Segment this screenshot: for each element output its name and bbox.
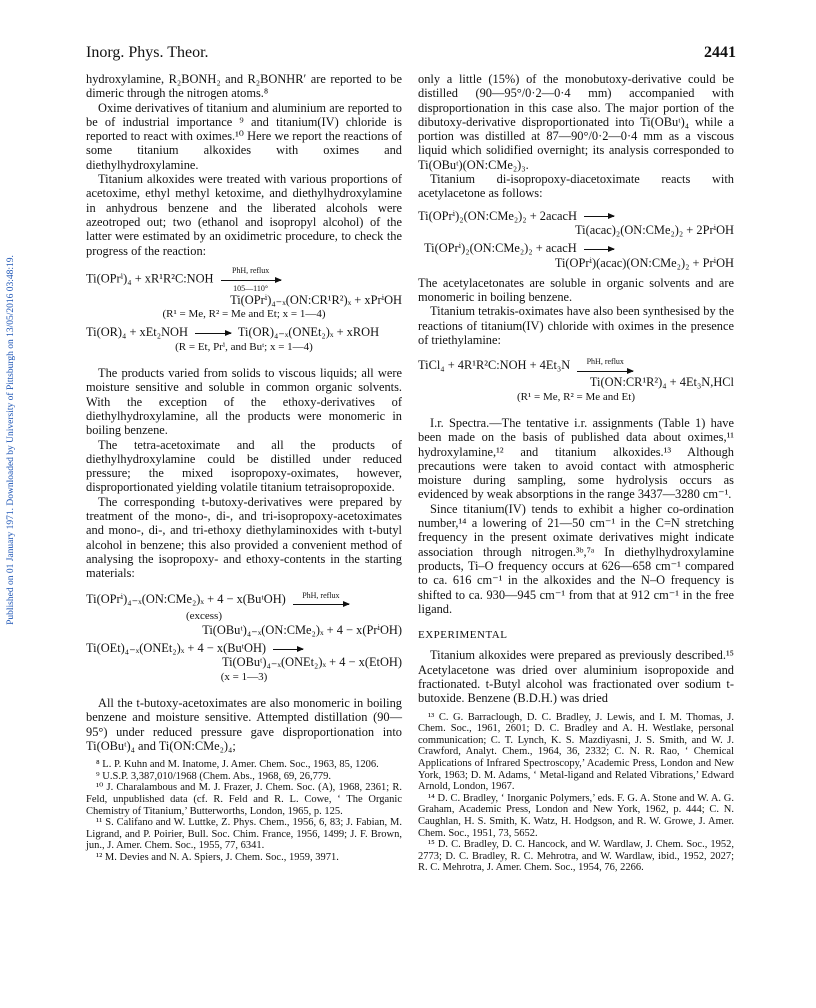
eq-rhs: Ti(OBuᵗ)₄₋ₓ(ON:CMe₂)ₓ + 4 − x(PrⁱOH) — [202, 622, 402, 637]
reaction-arrow — [584, 216, 614, 217]
reference: ¹⁵ D. C. Bradley, D. C. Hancock, and W. Wardlaw, J. Chem. Soc., 1952, 2773; D. C. Bradley, R. C. Mehrotra, and W. Wardlaw, ibid., 1952, 2027; R. C. Mehrotra, J. Amer. Chem. Soc., 1954, 76, 2266. — [418, 839, 734, 874]
equation-6 — [418, 241, 734, 270]
reference: ¹³ C. G. Barraclough, D. C. Bradley, J. Lewis, and I. M. Thomas, J. Chem. Soc., 1961, 2601; D. C. Bradley and A. H. Westlake, personal communication; C. T. Lynch, K. S. Mazdiyasni, J. S. Smith, and W. J. Crawford, Analyt. Chem., 1964, 36, 2332; C. N. R. Rao, ‘ Chemical Applications of Infrared Spectroscopy,’ Academic Press, London and New York, 1963; D. M. Adams, ‘ Metal-ligand and Related Vibrations,’ Edward Arnold, London, 1967. — [418, 711, 734, 793]
right-column — [418, 72, 734, 874]
eq-rhs: Ti(ON:CR¹R²)₄ + 4Et₃N,HCl — [589, 375, 734, 390]
equation-2 — [86, 325, 402, 354]
eq-lhs: Ti(OPrⁱ)₄₋ₓ(ON:CMe₂)ₓ + 4 − x(BuᵗOH) — [86, 591, 286, 606]
running-header — [86, 44, 736, 64]
eq-lhs: Ti(OPrⁱ)₄ + xR¹R²C:NOH — [86, 271, 214, 286]
eq-lhs: Ti(OPrⁱ)₂(ON:CMe₂)₂ + acacH — [424, 241, 577, 256]
eq-rhs: Ti(acac)₂(ON:CMe₂)₂ + 2PrⁱOH — [575, 222, 734, 237]
paragraph: hydroxylamine, R₂BONH₂ and R₂BONHR′ are reported to be dimeric through the nitrogen atoms.⁸ — [86, 72, 402, 101]
download-note — [2, 180, 20, 700]
eq-condition-over: PhH, reflux — [231, 265, 270, 275]
equation-4 — [86, 641, 402, 684]
paragraph: Titanium alkoxides were prepared as previously described.¹⁵ Acetylacetone was dried over aluminium isopropoxide and fractionated. t-Butyl alcohol was fractionated over sodium t-butoxide. Benzene (B.D.H.) was dried — [418, 648, 734, 706]
section-heading: EXPERIMENTAL — [418, 629, 508, 642]
reaction-arrow — [221, 280, 281, 281]
paragraph: Oxime derivatives of titanium and aluminium are reported to be of industrial importance ⁹ and titanium(IV) chloride is reported to react with oximes.¹⁰ Here we report the reactions of some titanium alkoxides with oximes and diethylhydroxylamine. — [86, 100, 402, 172]
equation-3 — [86, 591, 402, 638]
reference: ¹⁴ D. C. Bradley, ‘ Inorganic Polymers,’ eds. F. G. A. Stone and W. A. G. Graham, Academic Press, London and New York, 1962, p. 444; C. N. Caughlan, H. S. Smith, K. Watz, H. Hodgson, and R. W. Growe, J. Amer. Chem. Soc., 1951, 73, 5652. — [418, 792, 734, 839]
reference: ¹⁰ J. Charalambous and M. J. Frazer, J. Chem. Soc. (A), 1968, 2361; R. Feld, unpublished data (cf. R. Feld and R. L. Cowe, ‘ The Organic Chemistry of Titanium,’ Butterworths, London, 1965, p. 125. — [86, 782, 402, 817]
equation-7 — [418, 357, 734, 404]
reference: ⁸ L. P. Kuhn and M. Inatome, J. Amer. Chem. Soc., 1963, 85, 1206. — [96, 759, 379, 771]
paragraph: I.r. Spectra.—The tentative i.r. assignments (Table 1) have been made on the basis of published data about oximes,¹¹ hydroxylamine,¹² and titanium alkoxides.¹³ Although precautions were taken to avoid contact with atmospheric moisture during sampling, some hydrolysis occurs as evidenced by weak absorptions in the range 3437—3280 cm⁻¹. — [418, 415, 734, 502]
reaction-arrow — [293, 604, 349, 605]
paragraph: The corresponding t-butoxy-derivatives were prepared by treatment of the mono-, di-, and tri-isopropoxy-acetoximates and mono-, di-, and tri-ethoxy diethylaminoxides with t-butyl alcohol in benzene; this also provided a convenient method of analysing the isopropoxy- and ethoxy-contents in the starting materials: — [86, 494, 402, 581]
paragraph: The acetylacetonates are soluble in organic solvents and are monomeric in boiling benzene. — [418, 275, 734, 305]
reference: ¹¹ S. Califano and W. Luttke, Z. Phys. Chem., 1956, 6, 83; J. Fabian, M. Ligrand, and P. Poirier, Bull. Soc. Chim. France, 1956, 1499; J. F. Brown, jun., J. Amer. Chem. Soc., 1955, 77, 6341. — [86, 817, 402, 852]
journal-title: Inorg. Phys. Theor. — [86, 44, 209, 61]
equation-1 — [86, 266, 402, 322]
reaction-arrow — [577, 371, 633, 372]
eq-conditions: (x = 1—3) — [220, 670, 268, 683]
paragraph: Titanium di-isopropoxy-diacetoximate reacts with acetylacetone as follows: — [418, 172, 734, 201]
reaction-arrow — [584, 249, 614, 250]
reaction-arrow — [273, 649, 303, 650]
reaction-arrow — [195, 333, 231, 334]
eq-condition-under: 105—110° — [233, 283, 269, 293]
paragraph: Titanium alkoxides were treated with various proportions of acetoxime, ethyl methyl ketoxime, and diethylhydroxylamine in anhydrous benzene and the liberated alcohols were azeotroped out; two (ethanol and isopropyl alcohol) of the latter were estimated by an oxidimetric procedure, to check the progress of the reaction: — [86, 172, 402, 258]
eq-lhs: Ti(OPrⁱ)₂(ON:CMe₂)₂ + 2acacH — [418, 208, 577, 223]
footnotes — [86, 759, 402, 863]
eq-lhs: TiCl₄ + 4R¹R²C:NOH + 4Et₃N — [418, 358, 571, 373]
download-note-text[interactable]: Published on 01 January 1971. Downloaded by University of Pittsburgh on 13/05/2016 03:48:19. — [6, 255, 16, 625]
eq-conditions: (R = Et, Prⁱ, and Buᵗ; x = 1—4) — [175, 340, 313, 353]
paragraph: All the t-butoxy-acetoximates are also monomeric in boiling benzene and moisture sensitive. Attempted distillation (90—95°) under reduced pressure gave disproportionation into Ti(OBuᵗ)₄ and Ti(ON:CMe₂)₄; — [86, 695, 402, 753]
paragraph: Since titanium(IV) tends to exhibit a higher co-ordination number,¹⁴ a lowering of 21—50 cm⁻¹ in the C=N stretching frequency in the present oximate derivatives might indicate association through nitrogen.³ᵇ,⁷ᵃ In diethylhydroxylamine products, Ti–O frequency occurs at 626—658 cm⁻¹ compared to ca. 616 cm⁻¹ in the alkoxides and the N–O frequency is shifted to ca. 930—945 cm⁻¹ from that at 912 cm⁻¹ in the free ligand. — [418, 501, 734, 616]
page-number: 2441 — [704, 44, 736, 61]
eq-conditions: (R¹ = Me, R² = Me and Et; x = 1—4) — [162, 308, 326, 321]
reference: ¹² M. Devies and N. A. Spiers, J. Chem. Soc., 1959, 3971. — [96, 851, 339, 863]
eq-condition-over: PhH, reflux — [586, 357, 624, 367]
eq-conditions: (R¹ = Me, R² = Me and Et) — [517, 390, 635, 403]
paragraph: The products varied from solids to viscous liquids; all were moisture sensitive and soluble in common organic solvents. With the exception of the ethoxy-derivatives of diethylhydroxylamine, all the products were monomeric in boiling benzene. — [86, 366, 402, 438]
eq-rhs: Ti(OR)₄₋ₓ(ONEt₂)ₓ + xROH — [237, 325, 380, 340]
eq-rhs: Ti(OPrⁱ)(acac)(ON:CMe₂)₂ + PrⁱOH — [554, 255, 734, 270]
paragraph: Titanium tetrakis-oximates have also been synthesised by the reactions of titanium(IV) chloride with oximes in the presence of triethylamine: — [418, 304, 734, 348]
eq-lhs: Ti(OEt)₄₋ₓ(ONEt₂)ₓ + 4 − x(BuᵗOH) — [86, 641, 267, 656]
footnotes — [418, 712, 734, 874]
eq-lhs: Ti(OR)₄ + xEt₂NOH — [86, 325, 188, 340]
paragraph: The tetra-acetoximate and all the products of diethylhydroxylamine could be distilled under reduced pressure; the mixed isopropoxy-oximates, however, disproportionated yielding volatile titanium tetraisopropoxide. — [86, 437, 402, 495]
equation-5 — [418, 209, 734, 238]
eq-excess: (excess) — [185, 609, 223, 622]
eq-rhs: Ti(OBuᵗ)₄₋ₓ(ONEt₂)ₓ + 4 − x(EtOH) — [221, 655, 402, 670]
left-column — [86, 72, 402, 864]
reference: ⁹ U.S.P. 3,387,010/1968 (Chem. Abs., 1968, 69, 26,779. — [96, 770, 331, 782]
eq-rhs: Ti(OPrⁱ)₄₋ₓ(ON:CR¹R²)ₓ + xPrⁱOH — [230, 292, 402, 307]
eq-condition-over: PhH, reflux — [302, 590, 340, 600]
paragraph: only a little (15%) of the monobutoxy-derivative could be distilled (90—95°/0·2—0·4 mm) accompanied with disproportionation in this case also. The major portion of the dibutoxy-derivative disproportionated into Ti(OBuᵗ)₄ while a portion was distilled at 87—90°/0·2—0·4 mm as a viscous liquid which solidified overnight; its analysis corresponded to Ti(OBuᵗ)(ON:CMe₂)₃. — [418, 72, 734, 172]
